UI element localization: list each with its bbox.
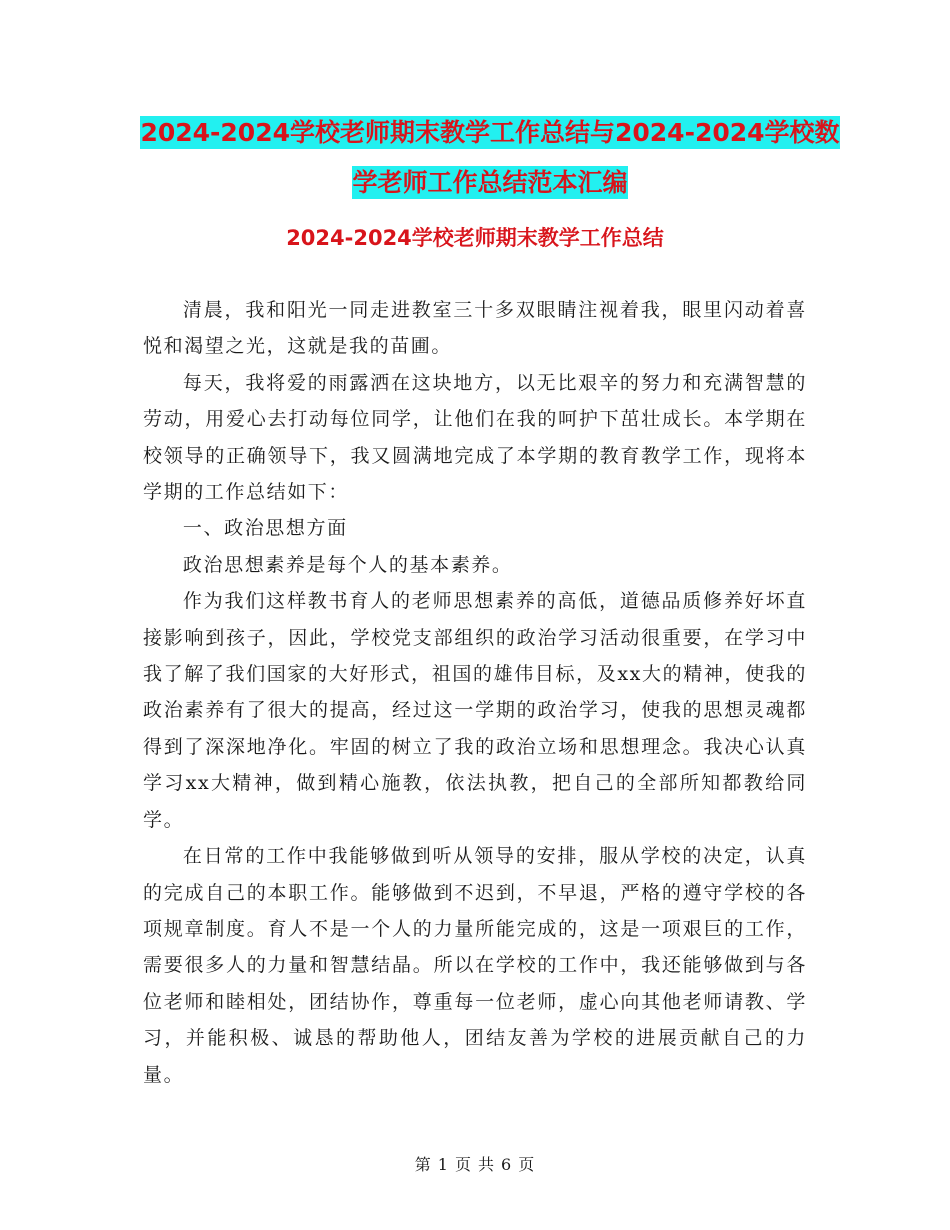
- document-title-text: 2024-2024学校老师期末教学工作总结与2024-2024学校数学老师工作总结范本汇编: [140, 118, 840, 197]
- page-footer: [0, 1154, 950, 1176]
- footer-prefix: 第: [414, 1155, 432, 1174]
- footer-total-word: 共: [478, 1155, 496, 1174]
- paragraph: 作为我们这样教书育人的老师思想素养的高低，道德品质修养好坏直接影响到孩子，因此，学校党支部组织的政治学习活动很重要，在学习中我了解了我们国家的大好形式，祖国的雄伟目标，及xx大的精神，使我的政治素养有了很大的提高，经过这一学期的政治学习，使我的思想灵魂都得到了深深地净化。牢固的树立了我的政治立场和思想理念。我决心认真学习xx大精神，做到精心施教，依法执教，把自己的全部所知都教给同学。: [143, 590, 807, 831]
- footer-page-word: 页: [454, 1155, 472, 1174]
- document-title: [140, 108, 840, 208]
- paragraph: 每天，我将爱的雨露洒在这块地方，以无比艰辛的努力和充满智慧的劳动，用爱心去打动每位同学，让他们在我的呵护下茁壮成长。本学期在校领导的正确领导下，我又圆满地完成了本学期的教育教学工作，现将本学期的工作总结如下：: [143, 371, 807, 504]
- current-page-number: 1: [437, 1155, 449, 1174]
- paragraph: 在日常的工作中我能够做到听从领导的安排，服从学校的决定，认真的完成自己的本职工作。能够做到不迟到，不早退，严格的遵守学校的各项规章制度。育人不是一个人的力量所能完成的，这是一项艰巨的工作，需要很多人的力量和智慧结晶。所以在学校的工作中，我还能够做到与各位老师和睦相处，团结协作，尊重每一位老师，虚心向其他老师请教、学习，并能积极、诚恳的帮助他人，团结友善为学校的进展贡献自己的力量。: [143, 845, 807, 1086]
- total-pages-number: 6: [501, 1155, 513, 1174]
- paragraph: 清晨，我和阳光一同走进教室三十多双眼睛注视着我，眼里闪动着喜悦和渴望之光，这就是我的苗圃。: [143, 299, 807, 358]
- document-body: [143, 292, 807, 1093]
- footer-suffix: 页: [518, 1155, 536, 1174]
- paragraph: 政治思想素养是每个人的基本素养。: [182, 553, 513, 576]
- section-heading: 一、政治思想方面: [182, 517, 348, 540]
- section-title: 2024-2024学校老师期末教学工作总结: [286, 226, 664, 250]
